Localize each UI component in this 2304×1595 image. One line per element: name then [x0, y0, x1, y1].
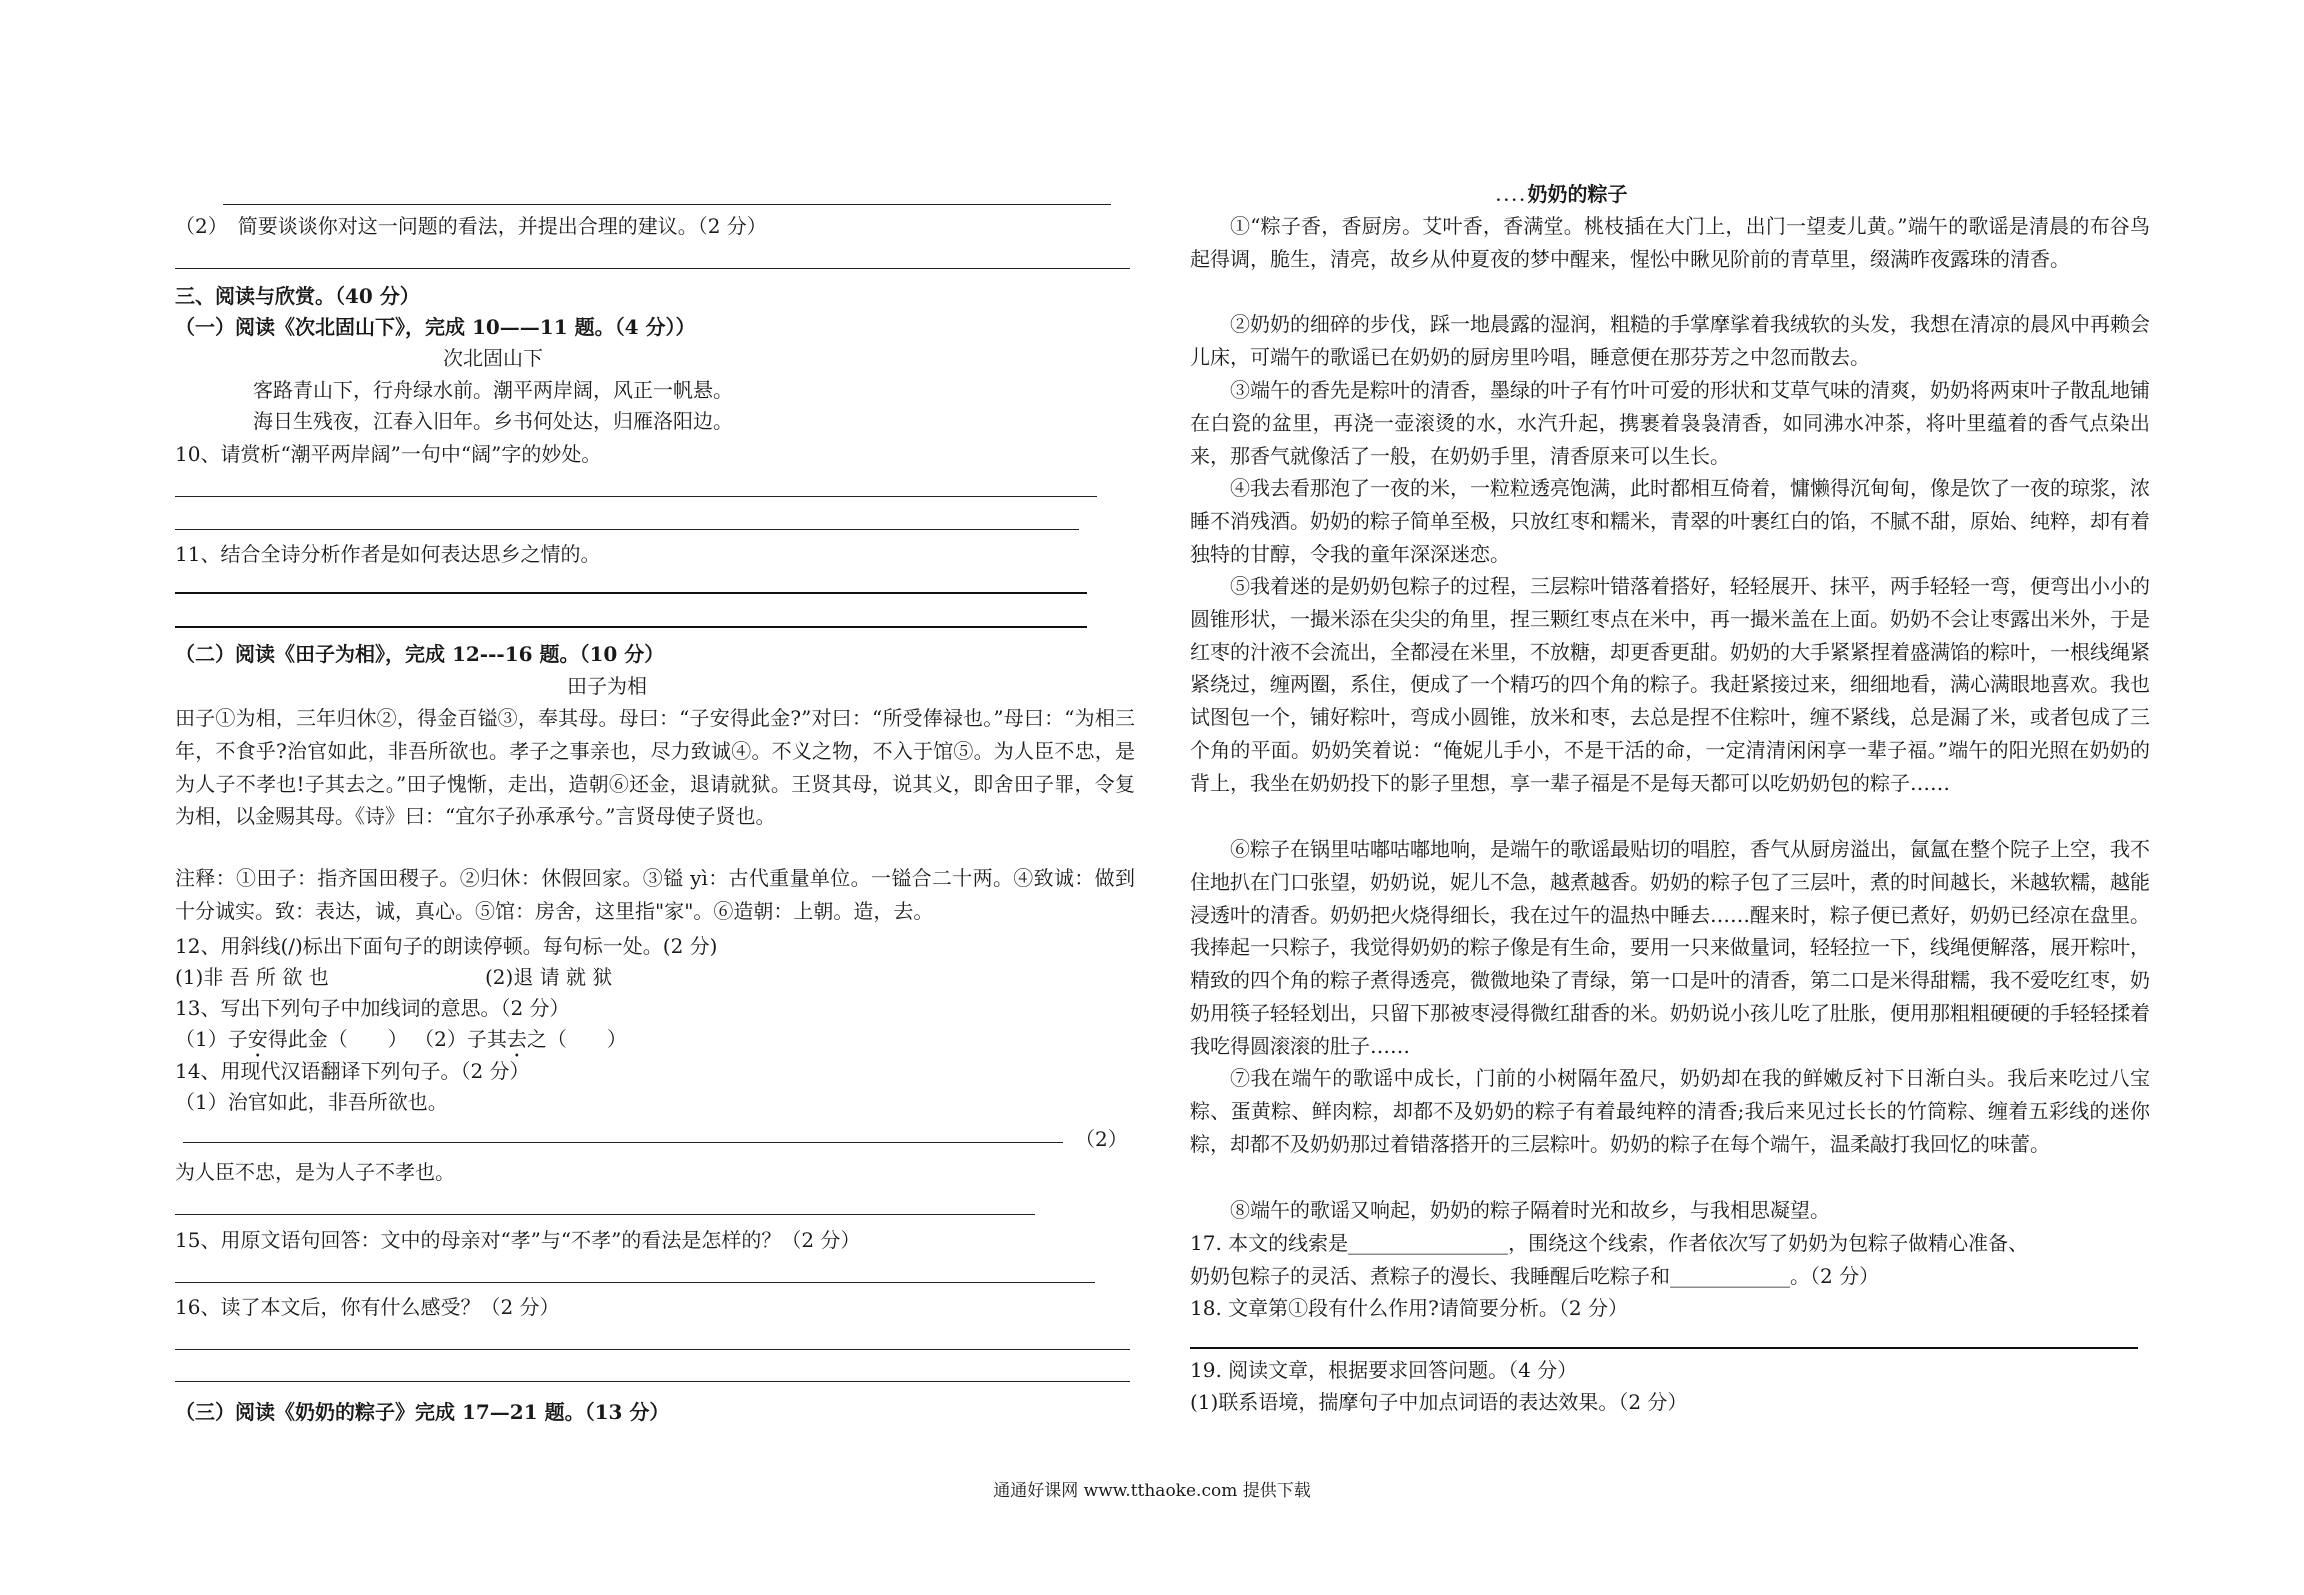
article-paragraph-4: ④我去看那泡了一夜的米，一粒粒透亮饱满，此时都相互倚着，慵懒得沉甸甸，像是饮了一夜的琼浆，浓睡不消残酒。奶奶的粽子简单至极，只放红枣和糯米，青翠的叶裹红白的馅，不腻不甜，原始、纯粹，却有着独特的甘醇，令我的童年深深迷恋。 — [1190, 476, 2150, 566]
article-paragraph-8: ⑧端午的歌谣又响起，奶奶的粽子隔着时光和故乡，与我相思凝望。 — [1230, 1198, 1830, 1222]
question-18: 18. 文章第①段有什么作用?请简要分析。（2 分） — [1190, 1296, 1628, 1320]
question-17-line-1: 17. 本文的线索是________________，围绕这个线索，作者依次写了奶奶为包粽子做精心准备、 — [1190, 1231, 2029, 1255]
q13-item-2-prefix: （2）子其 — [414, 1027, 507, 1051]
question-19: 19. 阅读文章，根据要求回答问题。（4 分） — [1190, 1358, 1578, 1382]
answer-line — [175, 496, 1097, 497]
answer-line — [175, 529, 1079, 530]
poem-title: 次北固山下 — [443, 346, 543, 370]
answer-line — [183, 1142, 1063, 1143]
part-3-title: （三）阅读《奶奶的粽子》完成 17—21 题。（13 分） — [175, 1400, 670, 1424]
article-paragraph-7: ⑦我在端午的歌谣中成长，门前的小树隔年盈尺，奶奶却在我的鲜嫩反衬下日渐白头。我后来吃过八宝粽、蛋黄粽、鲜肉粽，却都不及奶奶的粽子有着最纯粹的清香;我后来见过长长的竹筒粽、缠着五彩线的迷你粽，却都不及奶奶那过着错落搭开的三层粽叶。奶奶的粽子在每个端午，温柔敲打我回忆的味蕾。 — [1190, 1066, 2150, 1156]
question-12: 12、用斜线(/)标出下面句子的朗读停顿。每句标一处。(2 分) — [175, 934, 718, 958]
article-title-text: 奶奶的粽子 — [1527, 182, 1628, 206]
question-17-line-2: 奶奶包粽子的灵活、煮粽子的漫长、我睡醒后吃粽子和____________。（2 分） — [1190, 1264, 1880, 1288]
question-11: 11、结合全诗分析作者是如何表达思乡之情的。 — [175, 542, 601, 566]
answer-line — [175, 1214, 1035, 1215]
part-1-title: （一）阅读《次北固山下》，完成 10——11 题。（4 分）） — [175, 315, 696, 339]
question-16: 16、读了本文后，你有什么感受？（2 分） — [175, 1295, 560, 1319]
article-paragraph-3: ③端午的香先是粽叶的清香，墨绿的叶子有竹叶可爱的形状和艾草气味的清爽，奶奶将两束叶子散乱地铺在白瓷的盆里，再浇一壶滚烫的水，水汽升起，携裹着袅袅清香，如同沸水冲茶，将叶里蕴着的香气点染出来，那香气就像活了一般，在奶奶手里，清香原来可以生长。 — [1190, 378, 2150, 468]
q13-item-1-suffix: 得此金（ ） — [267, 1027, 408, 1051]
answer-line — [175, 1282, 1095, 1283]
q13-item-2-suffix: 之（ ） — [526, 1027, 627, 1051]
article-paragraph-6: ⑥粽子在锅里咕嘟咕嘟地响，是端午的歌谣最贴切的唱腔，香气从厨房溢出，氤氲在整个院子上空，我不住地扒在门口张望，奶奶说，妮儿不急，越煮越香。奶奶的粽子包了三层叶，煮的时间越长，米越软糯，越能浸透叶的清香。奶奶把火烧得细长，我在过午的温热中睡去……醒来时，粽子便已煮好，奶奶已经凉在盘里。我捧起一只粽子，我觉得奶奶的粽子像是有生命，要用一只来做量词，轻轻拉一下，线绳便解落，展开粽叶，精致的四个角的粽子煮得透亮，微微地染了青绿，第一口是叶的清香，第二口是米得甜糯，我不爱吃红枣，奶奶用筷子轻轻划出，只留下那被枣浸得微红甜香的米。奶奶说小孩儿吃了肚胀，便用那粗粗硬硬的手轻轻揉着我吃得圆滚滚的肚子…… — [1190, 837, 2150, 1058]
article-paragraph-1: ①“粽子香，香厨房。艾叶香，香满堂。桃枝插在大门上，出门一望麦儿黄。”端午的歌谣是清晨的布谷鸟起得调，脆生，清亮，故乡从仲夏夜的梦中醒来，惺忪中瞅见阶前的青草里，缀满昨夜露珠的清香。 — [1190, 214, 2150, 271]
answer-line — [175, 268, 1130, 269]
question-14-item-2: 为人臣不忠，是为人子不孝也。 — [175, 1160, 455, 1184]
question-14-item-1: （1）治官如此，非吾所欲也。 — [175, 1090, 448, 1114]
answer-line — [223, 204, 1111, 205]
story-notes: 注释：①田子：指齐国田稷子。②归休：休假回家。③镒 yì：古代重量单位。一镒合二十两。④致诚：做到十分诚实。致：表达，诚，真心。⑤馆：房舍，这里指"家"。⑥造朝：上朝。造，去。 — [175, 866, 1135, 923]
article-paragraph-5: ⑤我着迷的是奶奶包粽子的过程，三层粽叶错落着搭好，轻轻展开、抹平，两手轻轻一弯，便弯出小小的圆锥形状，一撮米添在尖尖的角里，捏三颗红枣点在米中，再一撮米盖在上面。奶奶不会让枣露出米外，于是红枣的汁液不会流出，全都浸在米里，不放糖，却更香更甜。奶奶的大手紧紧捏着盛满馅的粽叶，一根线绳紧紧绕过，缠两圈，系住，便成了一个精巧的四个角的粽子。我赶紧接过来，细细地看，满心满眼地喜欢。我也试图包一个，铺好粽叶，弯成小圆锥，放米和枣，去总是捏不住粽叶，缠不紧线，总是漏了米，或者包成了三个角的平面。奶奶笑着说：“俺妮儿手小，不是干活的命，一定清清闲闲享一辈子福。”端午的阳光照在奶奶的背上，我坐在奶奶投下的影子里想，享一辈子福是不是每天都可以吃奶奶包的粽子…… — [1190, 574, 2150, 795]
part-2-title: （二）阅读《田子为相》，完成 12---16 题。（10 分） — [175, 642, 665, 666]
q13-marked-word-1: 安 — [247, 1027, 268, 1051]
q13-item-1-prefix: （1）子 — [175, 1027, 248, 1051]
section-3-title: 三、阅读与欣赏。（40 分） — [175, 284, 420, 308]
article-paragraph-2: ②奶奶的细碎的步伐，踩一地晨露的湿润，粗糙的手掌摩挲着我绒软的头发，我想在清凉的晨风中再赖会儿床，可端午的歌谣已在奶奶的厨房里吟唱，睡意便在那芬芳之中忽而散去。 — [1190, 312, 2150, 369]
article-title — [1496, 180, 1628, 211]
question-10: 10、请赏析“潮平两岸阔”一句中“阔”字的妙处。 — [175, 442, 602, 466]
question-12-item-2: (2)退 请 就 狱 — [485, 965, 613, 989]
answer-line — [175, 626, 1087, 628]
q13-marked-word-2: 去 — [506, 1027, 527, 1051]
poem-line-2: 海日生残夜，江春入旧年。乡书何处达，归雁洛阳边。 — [253, 409, 733, 433]
question-19-item-1: (1)联系语境，揣摩句子中加点词语的表达效果。（2 分） — [1190, 1390, 1688, 1414]
question-15: 15、用原文语句回答：文中的母亲对“孝”与“不孝”的看法是怎样的？（2 分） — [175, 1228, 861, 1252]
page-footer: 通通好课网 www.tthaoke.com 提供下载 — [993, 1481, 1311, 1501]
answer-line — [1190, 1347, 2138, 1349]
answer-line — [175, 1381, 1130, 1382]
story-title: 田子为相 — [567, 674, 647, 698]
question-2-subpart: （2） 简要谈谈你对这一问题的看法，并提出合理的建议。（2 分） — [175, 214, 767, 238]
question-14-item-2-number: （2） — [1075, 1127, 1128, 1151]
question-13: 13、写出下列句子中加线词的意思。（2 分） — [175, 996, 570, 1020]
story-text: 田子①为相，三年归休②，得金百镒③，奉其母。母曰：“子安得此金?”对曰：“所受俸禄也。”母曰：“为相三年，不食乎?治官如此，非吾所欲也。孝子之事亲也，尽力致诚④。不义之物，不入于馆⑤。为人臣不忠，是为人子不孝也!子其去之。”田子愧惭，走出，造朝⑥还金，退请就狱。王贤其母，说其义，即舍田子罪，令复为相，以金赐其母。《诗》曰：“宜尔子孙承承兮。”言贤母使子贤也。 — [175, 706, 1135, 829]
answer-line — [175, 1349, 1130, 1350]
question-12-item-1: (1)非 吾 所 欲 也 — [175, 965, 329, 989]
poem-line-1: 客路青山下，行舟绿水前。潮平两岸阔，风正一帆悬。 — [253, 378, 733, 402]
answer-line — [175, 592, 1087, 594]
title-emphasis-dots: .... — [1496, 189, 1528, 205]
question-14: 14、用现代汉语翻译下列句子。（2 分） — [175, 1059, 530, 1083]
